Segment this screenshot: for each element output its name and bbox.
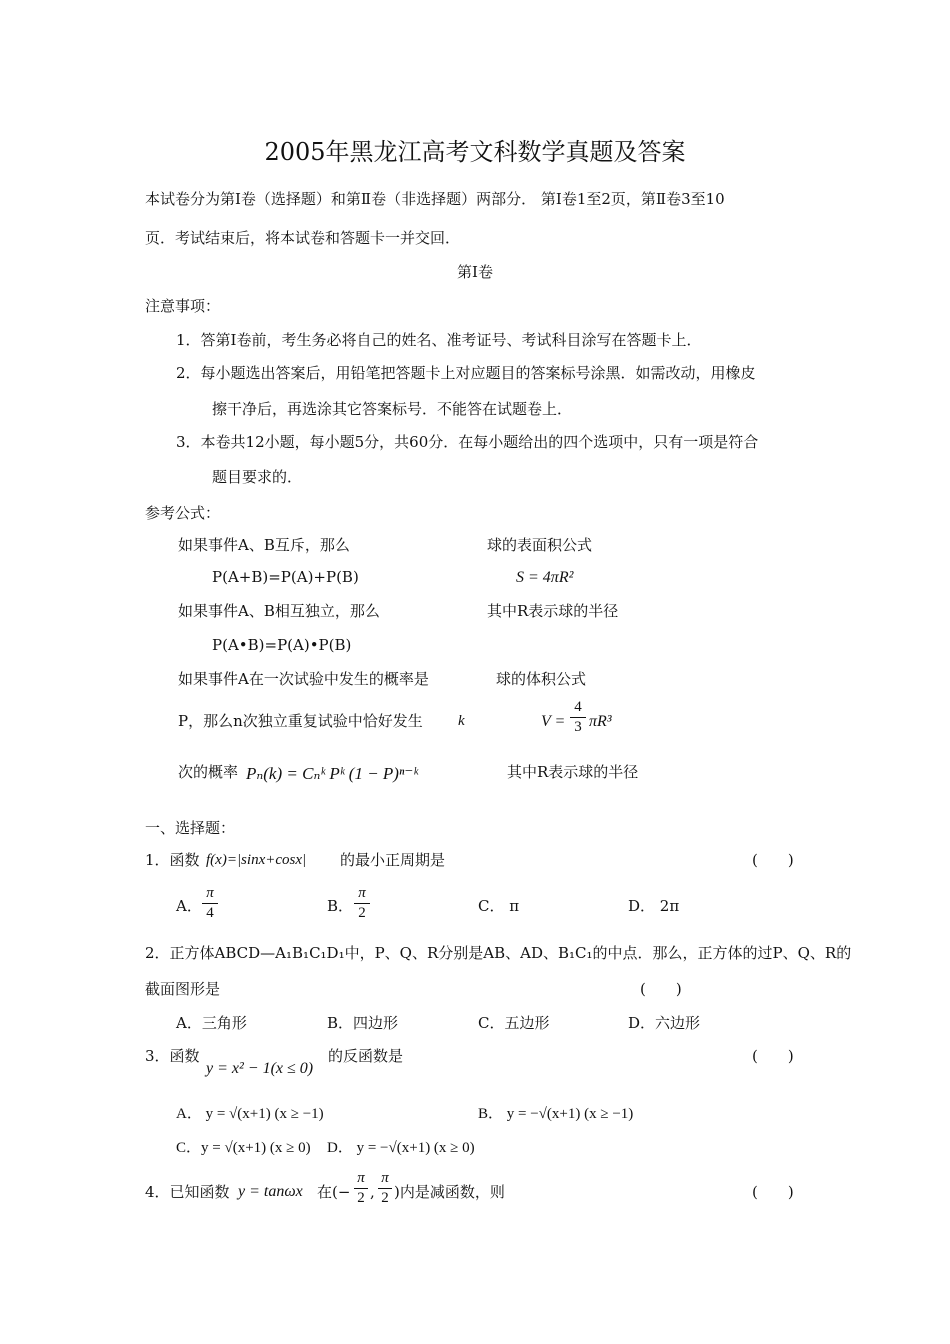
sphere-surface-heading: 球的表面积公式 — [487, 536, 593, 554]
formulas-heading: 参考公式： — [145, 504, 221, 522]
formula-k-times: 次的概率 — [178, 763, 239, 781]
part-heading: 第Ⅰ卷 — [457, 263, 493, 281]
q4-answer-paren: ( ) — [752, 1183, 794, 1201]
q4-fraction-2 — [378, 1170, 392, 1207]
q4-fraction-2-denominator: 2 — [381, 1190, 389, 1206]
q1-option-a-label: A． — [176, 897, 202, 915]
q3-answer-paren: ( ) — [752, 1047, 794, 1065]
q4-stem-a: 4．已知函数 — [145, 1183, 230, 1201]
q2-stem-line-2: 截面图形是 — [145, 980, 221, 998]
sphere-volume-lhs: V = — [541, 713, 566, 730]
q1-option-c: C． π — [478, 897, 520, 915]
q1-option-d: D． 2π — [628, 897, 680, 915]
q4-fraction-1 — [354, 1170, 368, 1207]
formula-product: P(A•B)=P(A)•P(B) — [212, 636, 352, 654]
q2-option-c: C．五边形 — [478, 1014, 550, 1032]
formula-k: k — [458, 713, 465, 729]
sphere-surface-note: 其中R表示球的半径 — [487, 602, 619, 620]
intro-line-1: 本试卷分为第Ⅰ卷（选择题）和第Ⅱ卷（非选择题）两部分． 第Ⅰ卷1至2页，第Ⅱ卷3至10 — [145, 190, 725, 208]
formula-binomial: Pₙ(k) = Cₙᵏ Pᵏ (1 − P)ⁿ⁻ᵏ — [246, 764, 419, 783]
q3-stem-a: 3．函数 — [145, 1047, 200, 1065]
note-item-2a: 2．每小题选出答案后，用铅笔把答题卡上对应题目的答案标号涂黑．如需改动，用橡皮 — [176, 364, 756, 382]
q4-fraction-2-numerator: π — [381, 1170, 389, 1186]
sphere-volume-rhs: πR³ — [589, 713, 612, 730]
q1-option-a-numerator: π — [206, 885, 214, 901]
sphere-volume-denominator: 3 — [574, 719, 582, 735]
q2-option-a: A．三角形 — [176, 1014, 247, 1032]
q2-stem-line-1: 2．正方体ABCD—A₁B₁C₁D₁中，P、Q、R分别是AB、AD、B₁C₁的中点．那么，正方体的过P、Q、R的 — [145, 944, 852, 962]
intro-line-2: 页．考试结束后，将本试卷和答题卡一并交回． — [145, 229, 461, 247]
formula-probability-text: 如果事件A在一次试验中发生的概率是 — [178, 670, 429, 688]
q3-option-a: A． y = √(x+1) (x ≥ −1) — [176, 1106, 324, 1122]
q1-option-b-fraction — [354, 885, 370, 922]
notes-heading: 注意事项： — [145, 297, 221, 315]
sphere-surface-formula: S = 4πR² — [516, 569, 574, 586]
q4-stem-b: 在(− — [317, 1183, 351, 1201]
q4-comma: , — [370, 1183, 375, 1201]
q2-option-b: B．四边形 — [327, 1014, 399, 1032]
sphere-volume-numerator: 4 — [574, 699, 582, 715]
formula-independent: 如果事件A、B相互独立，那么 — [178, 602, 380, 620]
q3-function: y = x² − 1(x ≤ 0) — [206, 1060, 314, 1077]
q4-fraction-1-denominator: 2 — [357, 1190, 365, 1206]
note-item-2b: 擦干净后，再选涂其它答案标号．不能答在试题卷上． — [212, 400, 573, 418]
q1-option-a-denominator: 4 — [206, 905, 214, 921]
q2-option-d: D．六边形 — [628, 1014, 701, 1032]
sphere-volume-heading: 球的体积公式 — [496, 670, 587, 688]
q3-option-c: C．y = √(x+1) (x ≥ 0) — [176, 1140, 311, 1156]
q1-option-b-numerator: π — [358, 885, 366, 901]
note-item-3a: 3．本卷共12小题，每小题5分，共60分．在每小题给出的四个选项中，只有一项是符合 — [176, 433, 759, 451]
q4-function: y = tanωx — [238, 1183, 303, 1200]
sphere-volume-fraction — [570, 699, 586, 736]
q4-fraction-1-numerator: π — [357, 1170, 365, 1186]
q2-answer-paren: ( ) — [640, 980, 682, 998]
q1-stem-c: 的最小正周期是 — [340, 851, 446, 869]
q1-option-b-denominator: 2 — [358, 905, 366, 921]
formula-repeated-trials: P，那么n次独立重复试验中恰好发生 — [178, 712, 423, 730]
note-item-1: 1．答第Ⅰ卷前，考生务必将自己的姓名、准考证号、考试科目涂写在答题卡上． — [176, 331, 702, 349]
q1-option-b-label: B． — [327, 897, 354, 915]
q1-stem-a: 1．函数 — [145, 851, 200, 869]
q1-function: f(x)=|sinx+cosx| — [206, 852, 307, 868]
q3-option-b: B． y = −√(x+1) (x ≥ −1) — [478, 1106, 634, 1122]
section-heading: 一、选择题： — [145, 819, 236, 837]
q4-stem-c: )内是减函数，则 — [394, 1183, 505, 1201]
sphere-volume-note: 其中R表示球的半径 — [507, 763, 639, 781]
q1-answer-paren: ( ) — [752, 851, 794, 869]
formula-sum: P(A+B)=P(A)+P(B) — [212, 568, 359, 586]
note-item-3b: 题目要求的． — [212, 468, 303, 486]
q3-stem-b: 的反函数是 — [328, 1047, 404, 1065]
q1-option-a-fraction — [202, 885, 218, 922]
formula-mutually-exclusive: 如果事件A、B互斥，那么 — [178, 536, 350, 554]
q3-option-d: D． y = −√(x+1) (x ≥ 0) — [327, 1140, 475, 1156]
page-title: 2005年黑龙江高考文科数学真题及答案 — [264, 138, 686, 166]
